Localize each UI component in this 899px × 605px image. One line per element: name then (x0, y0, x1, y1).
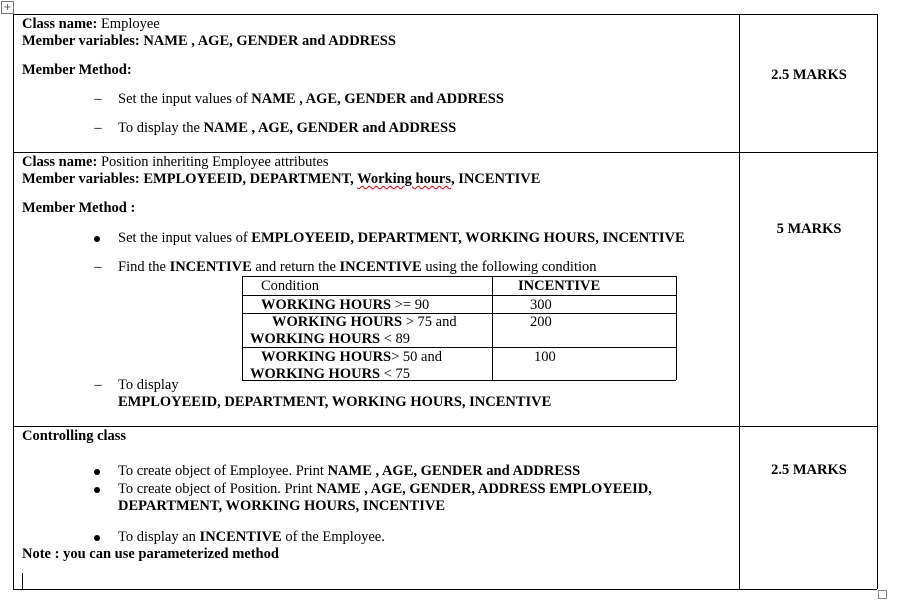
incentive-table-border (242, 295, 676, 296)
controlling-item-position-cont: DEPARTMENT, WORKING HOURS, INCENTIVE (118, 498, 445, 514)
table-border-top (13, 14, 877, 15)
controlling-marks: 2.5 MARKS (771, 462, 847, 478)
controlling-class-title: Controlling class (22, 428, 127, 444)
incentive-condition-2-line2: WORKING HOURS < 89 (250, 331, 411, 347)
dash-bullet-icon: – (94, 259, 102, 275)
dash-bullet-icon: – (94, 377, 102, 393)
incentive-table-border (242, 276, 676, 277)
dot-bullet-icon (94, 469, 100, 475)
table-move-handle[interactable]: + (1, 1, 14, 14)
employee-method-set: Set the input values of NAME , AGE, GENDER and ADDRESS (118, 91, 504, 107)
incentive-table-header-condition: Condition (261, 278, 320, 294)
dot-bullet-icon (94, 487, 100, 493)
incentive-table-border (492, 276, 493, 380)
controlling-note: Note : you can use parameterized method (22, 546, 279, 562)
table-resize-handle[interactable] (878, 590, 887, 599)
table-border-bottom (13, 589, 877, 590)
controlling-item-position: To create object of Position. Print NAME , AGE, GENDER, ADDRESS EMPLOYEEID, (118, 481, 652, 497)
dash-bullet-icon: – (94, 91, 102, 107)
employee-class-name: Class name: Employee (22, 16, 160, 32)
incentive-value-3: 100 (534, 349, 556, 365)
position-member-variables: Member variables: EMPLOYEEID, DEPARTMENT, Working hours, INCENTIVE (22, 171, 541, 187)
dash-bullet-icon: – (94, 120, 102, 136)
table-border-right (877, 14, 878, 589)
table-border-left (13, 14, 14, 589)
incentive-table-border (242, 276, 243, 380)
employee-member-variables: Member variables: NAME , AGE, GENDER and ADDRESS (22, 33, 396, 49)
position-marks: 5 MARKS (776, 221, 842, 237)
employee-marks: 2.5 MARKS (771, 67, 847, 83)
table-border-row1 (13, 152, 877, 153)
position-member-method-label: Member Method : (22, 200, 136, 216)
employee-method-display: To display the NAME , AGE, GENDER and ADDRESS (118, 120, 457, 136)
position-class-name: Class name: Position inheriting Employee attributes (22, 154, 329, 170)
incentive-condition-3-line1: WORKING HOURS> 50 and (261, 349, 442, 365)
position-method-display: To display (118, 377, 179, 393)
employee-member-method-label: Member Method: (22, 62, 132, 78)
incentive-table-border (676, 276, 677, 380)
position-method-find: Find the INCENTIVE and return the INCENTIVE using the following condition (118, 259, 597, 275)
incentive-condition-1: WORKING HOURS >= 90 (261, 297, 430, 313)
incentive-value-1: 300 (530, 297, 552, 313)
incentive-value-2: 200 (530, 314, 552, 330)
table-border-mid (739, 14, 740, 589)
incentive-condition-3-line2: WORKING HOURS < 75 (250, 366, 411, 382)
spellcheck-squiggle: Working hours (357, 171, 451, 187)
incentive-table-header-incentive: INCENTIVE (518, 278, 601, 294)
dot-bullet-icon (94, 535, 100, 541)
text-cursor (22, 573, 23, 590)
position-method-set: Set the input values of EMPLOYEEID, DEPARTMENT, WORKING HOURS, INCENTIVE (118, 230, 685, 246)
position-method-display-fields: EMPLOYEEID, DEPARTMENT, WORKING HOURS, INCENTIVE (118, 394, 552, 410)
incentive-condition-2-line1: WORKING HOURS > 75 and (272, 314, 457, 330)
dot-bullet-icon (94, 236, 100, 242)
controlling-item-incentive: To display an INCENTIVE of the Employee. (118, 529, 385, 545)
table-border-row2 (13, 426, 877, 427)
controlling-item-employee: To create object of Employee. Print NAME , AGE, GENDER and ADDRESS (118, 463, 581, 479)
